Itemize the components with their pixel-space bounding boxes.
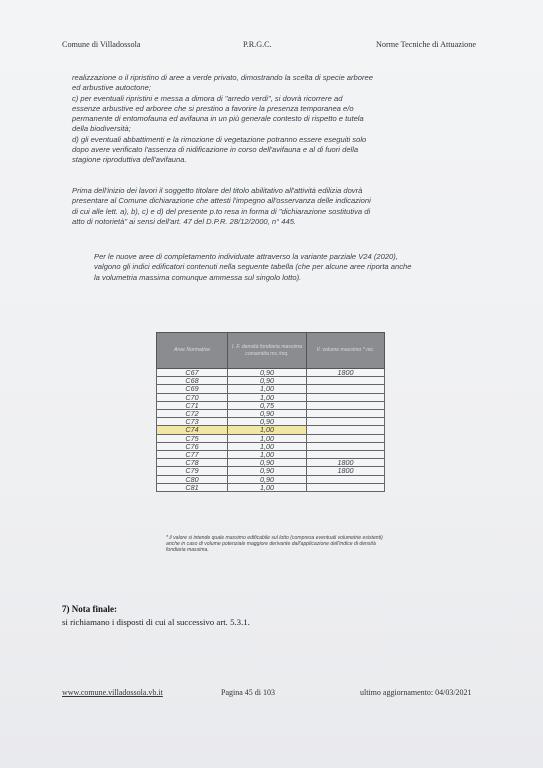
text-line: Prima dell'inizio dei lavori il soggetto titolare del titolo abilitativo all'attività edilizia dovrà — [72, 186, 363, 195]
text-line: realizzazione o il ripristino di aree a verde privato, dimostrando la scelta di specie arboree — [72, 73, 373, 82]
paragraph-declaration-requirement — [72, 186, 490, 227]
header-section-title: Norme Tecniche di Attuazione — [376, 40, 476, 49]
text-line: presentare al Comune dichiarazione che attesti l'impegno all'osservanza delle indicazioni — [72, 196, 371, 206]
area-cell: C77 — [157, 451, 228, 459]
density-cell: 1,00 — [228, 451, 307, 459]
text-line: la volumetria massima comunque ammessa sul singolo lotto). — [94, 272, 302, 282]
area-cell: C76 — [157, 442, 228, 450]
text-line: ed arbustive autoctone; — [72, 83, 151, 93]
area-cell: C74 — [157, 426, 228, 434]
volume-cell — [307, 483, 385, 491]
footer-website-link[interactable]: www.comune.villadossola.vb.it — [62, 688, 163, 697]
density-cell: 0,90 — [228, 410, 307, 418]
volume-cell — [307, 418, 385, 426]
table-row — [157, 467, 385, 475]
building-index-table — [156, 332, 385, 492]
volume-cell — [307, 401, 385, 409]
text-line: valgono gli indici edificatori contenuti nella seguente tabella (che per alcune aree riporta anche — [94, 262, 412, 272]
density-cell: 1,00 — [228, 385, 307, 393]
text-line: stagione riproduttiva dell'avifauna. — [72, 155, 187, 165]
text-line: c) per eventuali ripristini e messa a dimora di "arredo verdi", si dovrà ricorrere ad — [72, 93, 343, 103]
volume-cell — [307, 385, 385, 393]
footer-page-number: Pagina 45 di 103 — [221, 688, 275, 697]
header-plan-name: P.R.G.C. — [243, 40, 272, 49]
density-cell: 0,90 — [228, 369, 307, 377]
text-line: d) gli eventuali abbattimenti e la rimozione di vegetazione potranno essere eseguiti solo — [72, 134, 367, 144]
density-cell: 1,00 — [228, 393, 307, 401]
text-line: di cui alle lett. a), b), c) e d) del presente p.to resa in forma di "dichiarazione sostitutiva di — [72, 206, 371, 216]
paragraph-biodiversity-measures — [72, 73, 490, 166]
table-row — [157, 483, 385, 491]
density-cell: 0,90 — [228, 459, 307, 467]
density-cell: 0,90 — [228, 475, 307, 483]
table-footnote: * il valore si intende quale massimo edificabile sul lotto (compresa eventuali volumetrie esistenti) anche in caso di volume potenziale maggiore derivante dall'applicazione dell'indice di densità fondiaria massima. — [166, 535, 383, 554]
final-note-text: si richiamano i disposti di cui al successivo art. 5.3.1. — [62, 617, 250, 627]
column-header-area: Aree Normative — [157, 333, 228, 369]
area-cell: C78 — [157, 459, 228, 467]
volume-cell — [307, 393, 385, 401]
column-header-volume: V. volume massimo * mc. — [307, 333, 385, 369]
volume-cell: 1800 — [307, 369, 385, 377]
final-note-title: 7) Nota finale: — [62, 604, 117, 614]
density-cell: 0,90 — [228, 418, 307, 426]
header-municipality: Comune di Villadossola — [62, 40, 141, 49]
text-line: della biodiversità; — [72, 124, 131, 134]
area-cell: C81 — [157, 483, 228, 491]
volume-cell: 1800 — [307, 459, 385, 467]
text-line: atto di notorietà" ai sensi dell'art. 47 del D.P.R. 28/12/2000, n° 445. — [72, 216, 297, 226]
volume-cell — [307, 410, 385, 418]
density-cell: 0,75 — [228, 401, 307, 409]
area-cell: C68 — [157, 377, 228, 385]
volume-cell — [307, 426, 385, 434]
text-line: essenze arbustive ed arboree che si prestino a favorire la presenza temporanea e/o — [72, 103, 354, 113]
paragraph-new-areas-intro — [72, 252, 490, 283]
density-cell: 0,90 — [228, 467, 307, 475]
text-line: dopo avere verificato l'assenza di nidificazione in corso dell'avifauna e al di fuori della — [72, 145, 359, 155]
volume-cell — [307, 442, 385, 450]
density-cell: 1,00 — [228, 483, 307, 491]
table-header-row — [157, 333, 385, 369]
table-body — [157, 369, 385, 492]
density-cell: 0,90 — [228, 377, 307, 385]
area-cell: C71 — [157, 401, 228, 409]
volume-cell — [307, 475, 385, 483]
area-cell: C79 — [157, 467, 228, 475]
area-cell: C80 — [157, 475, 228, 483]
area-cell: C70 — [157, 393, 228, 401]
volume-cell — [307, 377, 385, 385]
text-line: Per le nuove aree di completamento individuate attraverso la variante parziale V24 (2020), — [94, 252, 398, 261]
volume-cell: 1800 — [307, 467, 385, 475]
text-line: permanente di entomofauna ed avifauna in un più generale contesto di rispetto e tutela — [72, 114, 364, 124]
area-cell: C73 — [157, 418, 228, 426]
area-cell: C69 — [157, 385, 228, 393]
column-header-density: I. F. densità fondiaria massima consentita mc./mq. — [228, 333, 307, 369]
table-row — [157, 385, 385, 393]
area-cell: C75 — [157, 434, 228, 442]
density-cell: 1,00 — [228, 442, 307, 450]
table-row — [157, 426, 385, 434]
footer-last-updated: ultimo aggiornamento: 04/03/2021 — [360, 688, 472, 697]
area-cell: C67 — [157, 369, 228, 377]
volume-cell — [307, 434, 385, 442]
area-cell: C72 — [157, 410, 228, 418]
density-cell: 1,00 — [228, 426, 307, 434]
density-cell: 1,00 — [228, 434, 307, 442]
